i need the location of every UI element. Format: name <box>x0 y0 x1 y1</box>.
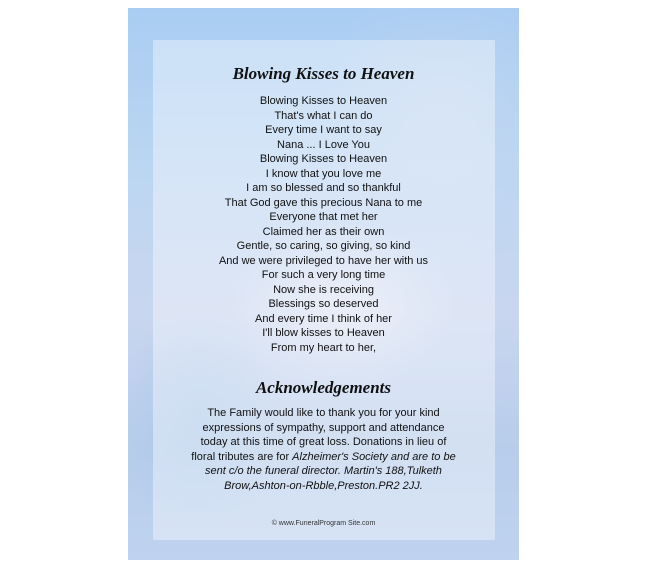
poem-line: Blessings so deserved <box>268 298 379 310</box>
poem-line: Everyone that met her <box>269 211 378 223</box>
footer-website: © www.FuneralProgram Site.com <box>271 520 376 527</box>
poem-line: I know that you love me <box>265 167 382 180</box>
poem-line: Nana ... I Love You <box>277 138 370 151</box>
acknowledgements-text-plain: The Family would like to thank you for your kind expressions of sympathy, support and attendance today at this time of great loss. Donations in lieu of floral tributes are for <box>191 407 447 463</box>
poem-line: Every time I want to say <box>265 124 382 136</box>
poem-title: Blowing Kisses to Heaven <box>232 64 415 83</box>
poem-line: From my heart to her, <box>270 341 377 354</box>
poem-line: That's what I can do <box>274 109 373 122</box>
poem-line: I am so blessed and so thankful <box>246 182 401 194</box>
poem-line: I'll blow kisses to Heaven <box>262 327 385 339</box>
poem-line: That God gave this precious Nana to me <box>224 196 423 209</box>
acknowledgements-text <box>190 406 457 493</box>
poem-body <box>128 94 519 355</box>
acknowledgements-text-italic: Alzheimer's Society and are to be sent c/o the funeral director. Martin's 188,Tulketh Brow,Ashton-on-Rbble,Preston.PR2 2JJ. <box>205 450 456 492</box>
poem-line: And we were privileged to have her with us <box>218 254 429 267</box>
poem-line: And every time I think of her <box>255 312 392 325</box>
acknowledgements-title: Acknowledgements <box>255 378 392 397</box>
poem-line: Gentle, so caring, so giving, so kind <box>236 240 411 252</box>
program-page <box>128 8 519 560</box>
poem-line: Blowing Kisses to Heaven <box>259 95 388 107</box>
poem-line: For such a very long time <box>261 269 386 281</box>
poem-line: Now she is receiving <box>273 283 374 296</box>
poem-line: Blowing Kisses to Heaven <box>259 153 388 165</box>
poem-line: Claimed her as their own <box>262 225 385 238</box>
